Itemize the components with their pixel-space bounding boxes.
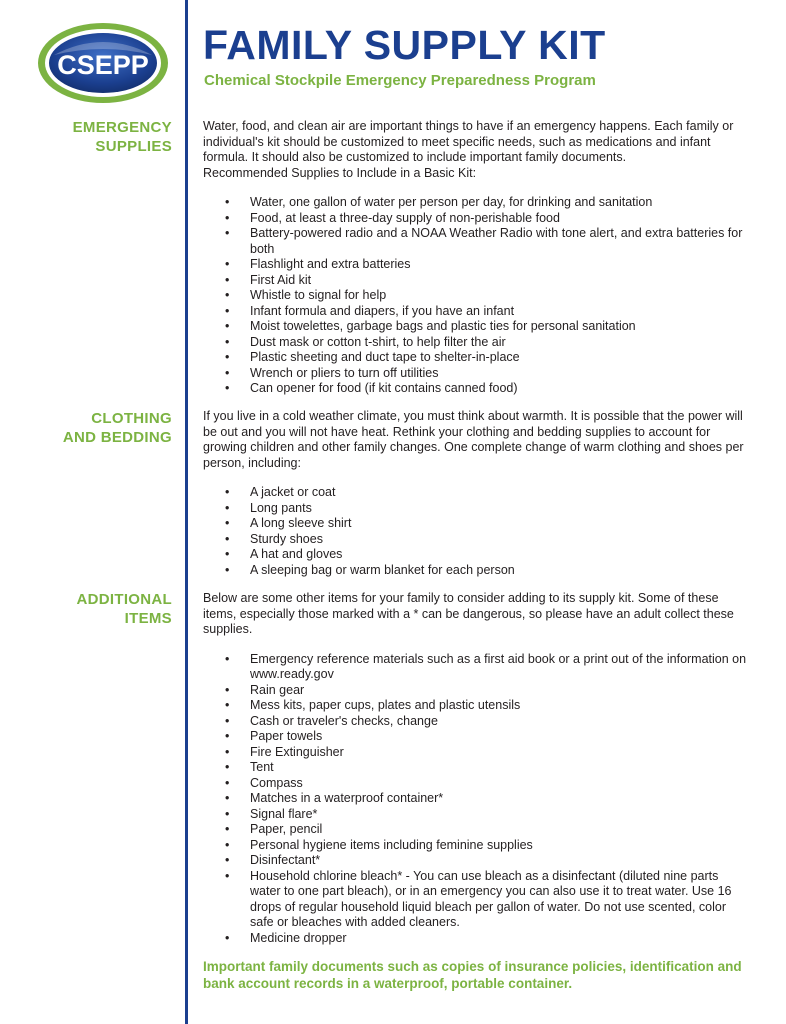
section-label-line: EMERGENCY xyxy=(72,119,172,136)
section-label-line: ADDITIONAL xyxy=(76,591,172,608)
list-item: • Medicine dropper xyxy=(203,931,748,947)
list-item: • First Aid kit xyxy=(203,273,748,289)
list-item: • Food, at least a three-day supply of non-perishable food xyxy=(203,211,748,227)
additional-items-list xyxy=(203,652,748,947)
list-item: • Signal flare* xyxy=(203,807,748,823)
list-item: • A hat and gloves xyxy=(203,547,748,563)
list-item: • Tent xyxy=(203,760,748,776)
list-item: • Mess kits, paper cups, plates and plastic utensils xyxy=(203,698,748,714)
list-item: • Whistle to signal for help xyxy=(203,288,748,304)
page-subtitle: Chemical Stockpile Emergency Preparedness Program xyxy=(204,72,596,89)
list-item: • Water, one gallon of water per person per day, for drinking and sanitation xyxy=(203,195,748,211)
list-item: • Plastic sheeting and duct tape to shelter-in-place xyxy=(203,350,748,366)
section-intro: If you live in a cold weather climate, you must think about warmth. It is possible that the power will be out and you will not have heat. Rethink your clothing and bedding supplies to account for growing children and other family changes. One complete change of warm clothing and shoes per person, including: xyxy=(203,409,744,470)
section-clothing-bedding xyxy=(203,409,748,578)
list-item: • Sturdy shoes xyxy=(203,532,748,548)
list-item: • Matches in a waterproof container* xyxy=(203,791,748,807)
list-item: • Compass xyxy=(203,776,748,792)
list-item: • Wrench or pliers to turn off utilities xyxy=(203,366,748,382)
list-item: • Flashlight and extra batteries xyxy=(203,257,748,273)
list-item: • Household chlorine bleach* - You can use bleach as a disinfectant (diluted nine parts water to one part bleach), or in an emergency you can also use it to treat water. Use 16 drops of regular household liquid bleach per gallon of water. Do not use scented, color safe or bleaches with added cleaners. xyxy=(203,869,748,931)
list-item: • A long sleeve shirt xyxy=(203,516,748,532)
list-item: • Battery-powered radio and a NOAA Weather Radio with tone alert, and extra batteries for both xyxy=(203,226,748,257)
list-item: • A jacket or coat xyxy=(203,485,748,501)
section-label-additional-items xyxy=(20,590,172,628)
list-item: • Can opener for food (if kit contains canned food) xyxy=(203,381,748,397)
section-intro: Water, food, and clean air are important things to have if an emergency happens. Each family or individual's kit should be customized to meet specific needs, such as medications and infant formula. It should also be customized to include important family documents. xyxy=(203,119,734,164)
list-item: • Emergency reference materials such as a first aid book or a print out of the information on www.ready.gov xyxy=(203,652,748,683)
section-label-line: AND BEDDING xyxy=(62,429,172,446)
section-intro-kit: Recommended Supplies to Include in a Basic Kit: xyxy=(203,165,477,180)
list-item: • A sleeping bag or warm blanket for each person xyxy=(203,563,748,579)
list-item: • Long pants xyxy=(203,501,748,517)
clothing-bedding-list xyxy=(203,485,748,578)
section-label-emergency-supplies xyxy=(20,118,172,156)
page-title: FAMILY SUPPLY KIT xyxy=(203,22,606,68)
section-intro: Below are some other items for your family to consider adding to its supply kit. Some of these items, especially those marked with a * can be dangerous, so please have an adult collect these supplies. xyxy=(203,591,734,636)
logo-text: CSEPP xyxy=(57,50,149,80)
csepp-logo xyxy=(36,21,170,105)
list-item: • Personal hygiene items including feminine supplies xyxy=(203,838,748,854)
vertical-divider xyxy=(185,0,188,1024)
list-item: • Disinfectant* xyxy=(203,853,748,869)
important-documents-note: Important family documents such as copies of insurance policies, identification and bank account records in a waterproof, portable container. xyxy=(203,959,742,991)
section-label-clothing-bedding xyxy=(20,409,172,447)
list-item: • Fire Extinguisher xyxy=(203,745,748,761)
section-additional-items xyxy=(203,591,748,946)
list-item: • Paper towels xyxy=(203,729,748,745)
section-emergency-supplies xyxy=(203,119,748,397)
section-label-line: ITEMS xyxy=(124,610,172,627)
list-item: • Dust mask or cotton t-shirt, to help filter the air xyxy=(203,335,748,351)
list-item: • Moist towelettes, garbage bags and plastic ties for personal sanitation xyxy=(203,319,748,335)
list-item: • Rain gear xyxy=(203,683,748,699)
section-label-line: CLOTHING xyxy=(91,410,172,427)
list-item: • Cash or traveler's checks, change xyxy=(203,714,748,730)
emergency-supplies-list xyxy=(203,195,748,397)
list-item: • Infant formula and diapers, if you have an infant xyxy=(203,304,748,320)
list-item: • Paper, pencil xyxy=(203,822,748,838)
section-label-line: SUPPLIES xyxy=(95,138,172,155)
